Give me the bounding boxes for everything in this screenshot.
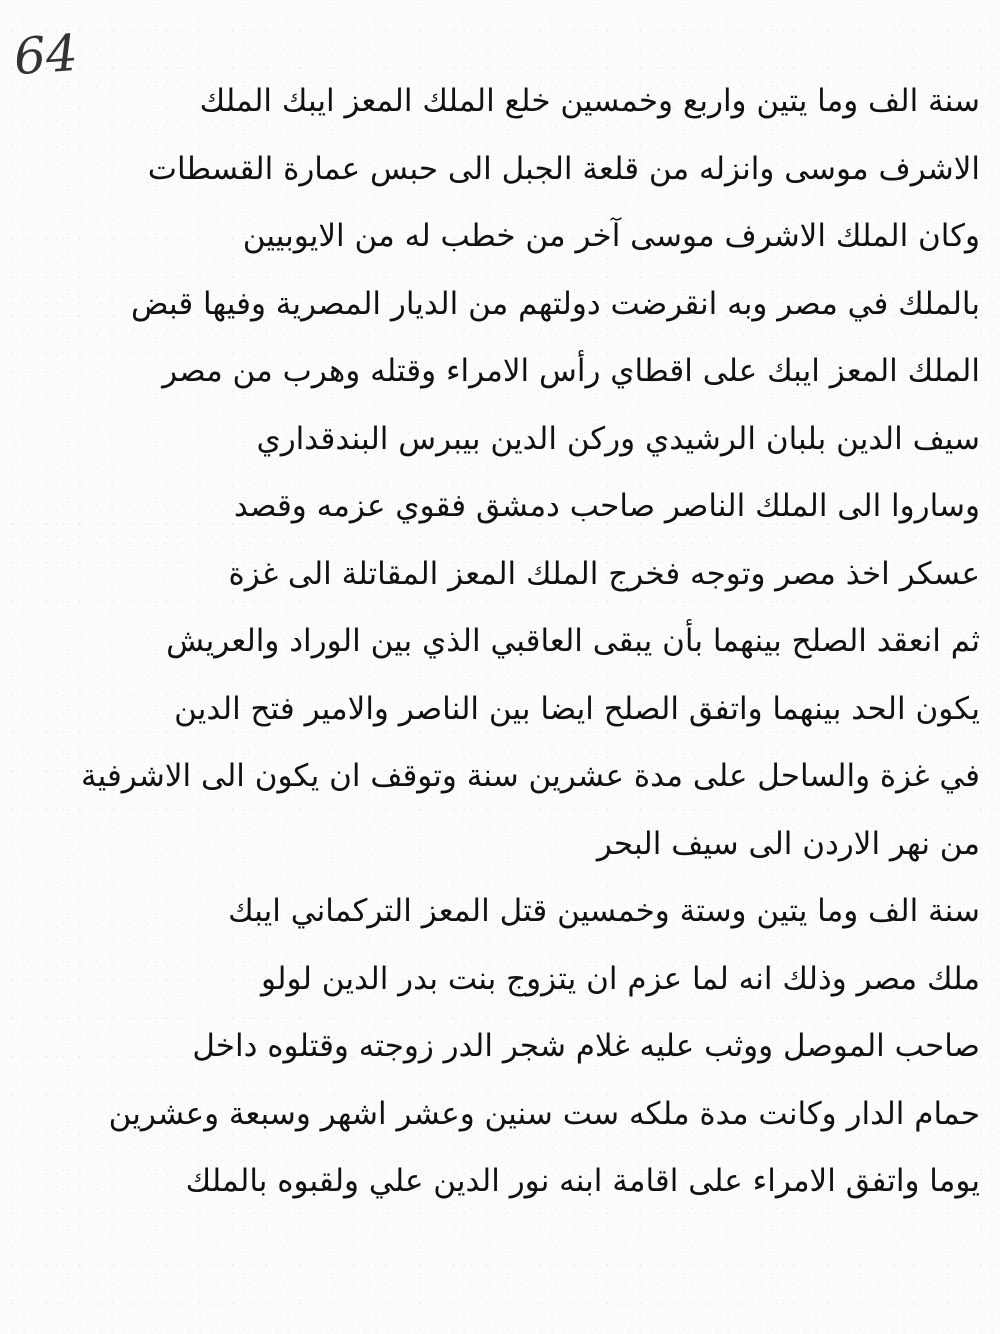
text-line-12: من نهر الاردن الى سيف البحر [596, 825, 980, 862]
text-line-7: وساروا الى الملك الناصر صاحب دمشق فقوي عزمه وقصد [233, 488, 980, 524]
text-line-17: يوما واتفق الامراء على اقامة ابنه نور الدين علي ولقبوه بالملك [185, 1163, 980, 1199]
text-line-8: عسكر اخذ مصر وتوجه فخرج الملك المعز المقاتلة الى غزة [228, 555, 980, 592]
text-line-3: وكان الملك الاشرف موسى آخر من خطب له من الايوبيين [242, 218, 980, 254]
text-line-5: الملك المعز ايبك على اقطاي رأس الامراء وقتله وهرب من مصر [162, 353, 980, 389]
text-line-14: ملك مصر وذلك انه لما عزم ان يتزوج بنت بدر الدين لولو [260, 960, 980, 997]
text-line-16: حمام الدار وكانت مدة ملكه ست سنين وعشر اشهر وسبعة وعشرين [108, 1095, 980, 1132]
text-line-9: ثم انعقد الصلح بينهما بأن يبقى العاقبي الذي بين الوراد والعريش [166, 623, 980, 659]
text-line-10: يكون الحد بينهما واتفق الصلح ايضا بين الناصر والامير فتح الدين [174, 690, 980, 727]
text-line-13: سنة الف وما يتين وستة وخمسين قتل المعز التركماني ايبك [228, 893, 980, 929]
manuscript-text-block [80, 68, 980, 1216]
folio-number: 64 [12, 23, 80, 87]
text-line-6: سيف الدين بلبان الرشيدي وركن الدين بيبرس البندقداري [256, 420, 980, 457]
text-line-11: في غزة والساحل على مدة عشرين سنة وتوقف ان يكون الى الاشرفية [80, 758, 980, 794]
text-line-4: بالملك في مصر وبه انقرضت دولتهم من الديار المصرية وفيها قبض [131, 285, 980, 322]
text-line-1: سنة الف وما يتين واربع وخمسين خلع الملك المعز ايبك الملك [199, 83, 980, 119]
text-line-15: صاحب الموصل ووثب عليه غلام شجر الدر زوجته وقتلوه داخل [192, 1028, 980, 1064]
text-line-2: الاشرف موسى وانزله من قلعة الجبل الى حبس عمارة القسطات [147, 150, 980, 187]
